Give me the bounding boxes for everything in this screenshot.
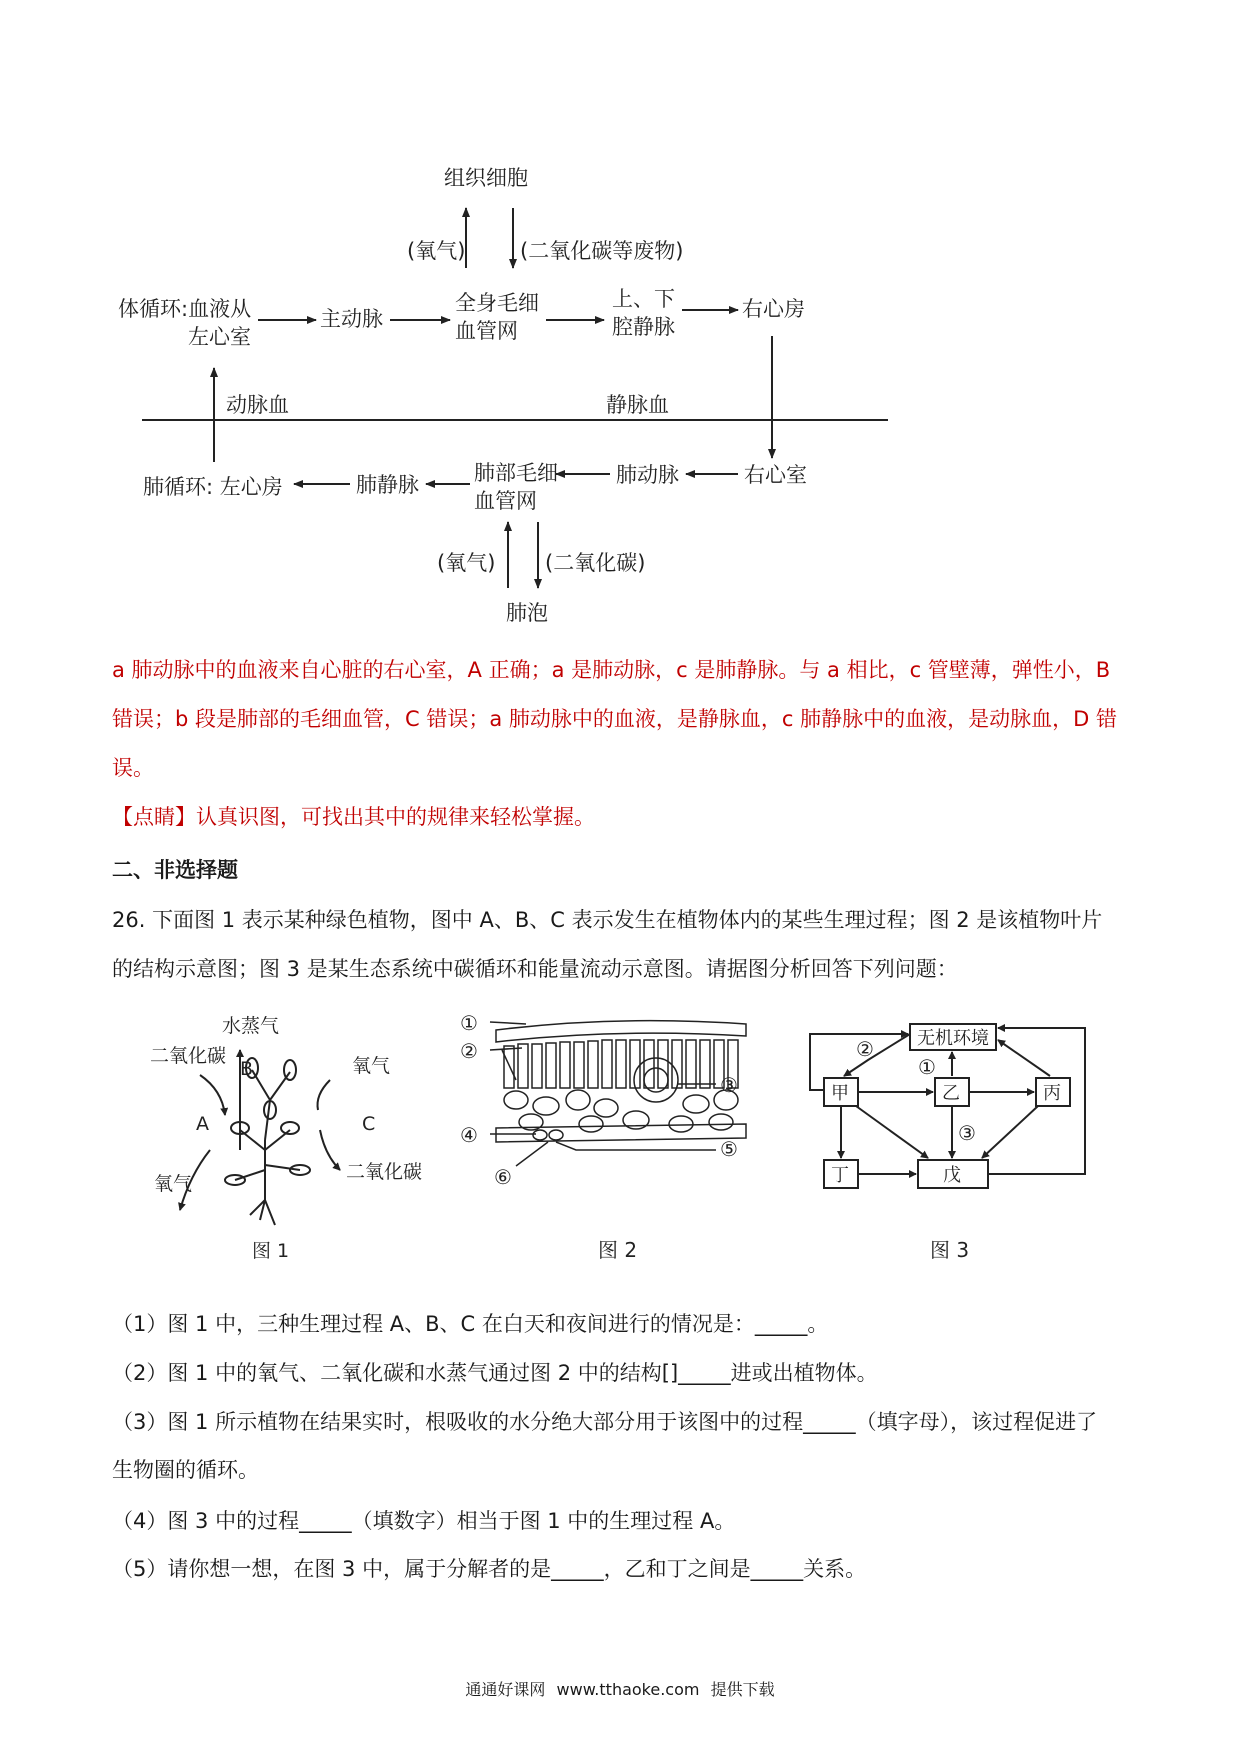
environment-label: 无机环境 [917, 1028, 989, 1049]
marker-2: ② [460, 1039, 478, 1063]
palisade-layer [504, 1040, 738, 1088]
alveoli-label: 肺泡 [506, 601, 548, 625]
leaf [284, 1060, 296, 1080]
venae-cavae-label: 上、下 [612, 287, 675, 311]
sub-question-2: （2）图 1 中的氧气、二氧化碳和水蒸气通过图 2 中的结构[]_____进或出植物体。 [112, 1361, 878, 1385]
plant-stem [235, 1070, 300, 1225]
footer-note: 提供下载 [710, 1680, 775, 1699]
marker-1: ① [460, 1011, 478, 1035]
pointer-6 [516, 1142, 548, 1166]
upper-epidermis [496, 1021, 746, 1042]
lung-capillaries-label-2: 血管网 [474, 489, 537, 513]
arrow-bing-to-env [998, 1040, 1050, 1076]
blood-circulation-diagram [0, 0, 1240, 640]
figure-2-caption: 图 2 [598, 1238, 638, 1262]
arrow-env-to-jia [844, 1034, 910, 1076]
arrow-co2-out-c [320, 1130, 340, 1170]
oxygen-left-label: 氧气 [154, 1173, 193, 1195]
arrow-jia-to-wu [856, 1106, 928, 1158]
guard-cell [549, 1130, 563, 1140]
explanation-line-3: 误。 [112, 756, 154, 780]
section-title: 二、非选择题 [112, 858, 238, 882]
sub-question-5: （5）请你想一想，在图 3 中，属于分解者的是_____，乙和丁之间是_____关系。 [112, 1557, 867, 1581]
lung-capillaries-label: 肺部毛细 [474, 461, 558, 485]
pointer-5 [556, 1142, 716, 1150]
explanation-line-1: a 肺动脉中的血液来自心脏的右心室，A 正确；a 是肺动脉，c 是肺静脉。与 a 相比，c 管壁薄，弹性小，B [112, 658, 1111, 682]
jia-label: 甲 [831, 1083, 849, 1104]
cycle-marker-2: ② [856, 1037, 874, 1061]
sub-question-1: （1）图 1 中，三种生理过程 A、B、C 在白天和夜间进行的情况是：_____。 [112, 1312, 829, 1336]
left-ventricle-label: 左心室 [188, 325, 251, 349]
figure-1-caption: 图 1 [252, 1240, 290, 1262]
oxygen-right-label: 氧气 [352, 1055, 391, 1077]
marker-3: ③ [720, 1073, 738, 1097]
page-footer [0, 1677, 1240, 1700]
question-26-intro [112, 896, 1132, 994]
footer-site: 通通好课网 [465, 1680, 546, 1699]
lung-oxygen-label: (氧气) [437, 551, 496, 575]
sub-question-4: （4）图 3 中的过程_____（填数字）相当于图 1 中的生理过程 A。 [112, 1509, 736, 1533]
co2-top-label: 二氧化碳 [150, 1045, 227, 1067]
co2-bottom-label: 二氧化碳 [346, 1161, 423, 1183]
arrow-oxygen-c [318, 1080, 331, 1110]
cycle-marker-3: ③ [958, 1121, 976, 1145]
right-atrium-label: 右心房 [742, 297, 805, 321]
figure-3-caption: 图 3 [930, 1238, 970, 1262]
marker-4: ④ [460, 1123, 478, 1147]
question-26-line-1: 26. 下面图 1 表示某种绿色植物，图中 A、B、C 表示发生在植物体内的某些生理过程；图 2 是该植物叶片 [112, 908, 1103, 932]
oxygen-label: (氧气) [407, 239, 466, 263]
venae-cavae-label-2: 腔静脉 [612, 315, 675, 339]
arrow-bing-to-wu [982, 1106, 1038, 1158]
label-c: C [362, 1113, 376, 1135]
explanation-line-2: 错误；b 段是肺部的毛细血管，C 错误；a 肺动脉中的血液，是静脉血，c 肺静脉中的血液，是动脉血，D 错 [112, 707, 1117, 731]
co2-waste-label: (二氧化碳等废物) [520, 239, 684, 263]
lung-co2-label: (二氧化碳) [545, 551, 646, 575]
footer-url[interactable]: www.tthaoke.com [556, 1680, 700, 1699]
sub-question-3: （3）图 1 所示植物在结果实时，根吸收的水分绝大部分用于该图中的过程_____（填字母），该过程促进了 [112, 1410, 1098, 1434]
figure-3-carbon-cycle [800, 1010, 1100, 1270]
pulmonary-vein-label: 肺静脉 [356, 473, 419, 497]
pulmonary-end-label: 肺循环: 左心房 [143, 475, 283, 499]
marker-6: ⑥ [494, 1165, 512, 1189]
venous-blood-label: 静脉血 [606, 393, 669, 417]
leaf [281, 1122, 299, 1134]
sub-question-3-cont: 生物圈的循环。 [112, 1458, 259, 1482]
ding-label: 丁 [831, 1165, 849, 1186]
wu-label: 戊 [943, 1165, 961, 1186]
tip-text: 【点睛】认真识图，可找出其中的规律来轻松掌握。 [112, 805, 595, 829]
water-vapor-label: 水蒸气 [222, 1015, 280, 1037]
arrow-co2-in [200, 1075, 225, 1115]
pointer-2a [490, 1048, 522, 1050]
question-26-line-2: 的结构示意图；图 3 是某生态系统中碳循环和能量流动示意图。请据图分析回答下列问题： [112, 957, 958, 981]
pulmonary-artery-label: 肺动脉 [616, 463, 679, 487]
figure-1-plant [140, 1000, 460, 1270]
yi-label: 乙 [942, 1083, 960, 1104]
label-b: B [240, 1058, 254, 1080]
systemic-start-label: 体循环:血液从 [118, 297, 252, 321]
explanation [112, 646, 1132, 842]
figure-2-leaf-section [456, 1000, 776, 1270]
body-capillaries-label-2: 血管网 [455, 319, 518, 343]
arterial-blood-label: 动脉血 [226, 393, 289, 417]
marker-5: ⑤ [720, 1137, 738, 1161]
tissue-cells-label: 组织细胞 [444, 166, 528, 190]
pointer-1 [490, 1022, 526, 1024]
guard-cell [533, 1130, 547, 1140]
bing-label: 丙 [1043, 1083, 1061, 1104]
body-capillaries-label: 全身毛细 [455, 291, 539, 315]
right-ventricle-label: 右心室 [744, 463, 807, 487]
label-a: A [196, 1113, 209, 1135]
aorta-label: 主动脉 [320, 307, 383, 331]
cycle-marker-1: ① [918, 1055, 936, 1079]
